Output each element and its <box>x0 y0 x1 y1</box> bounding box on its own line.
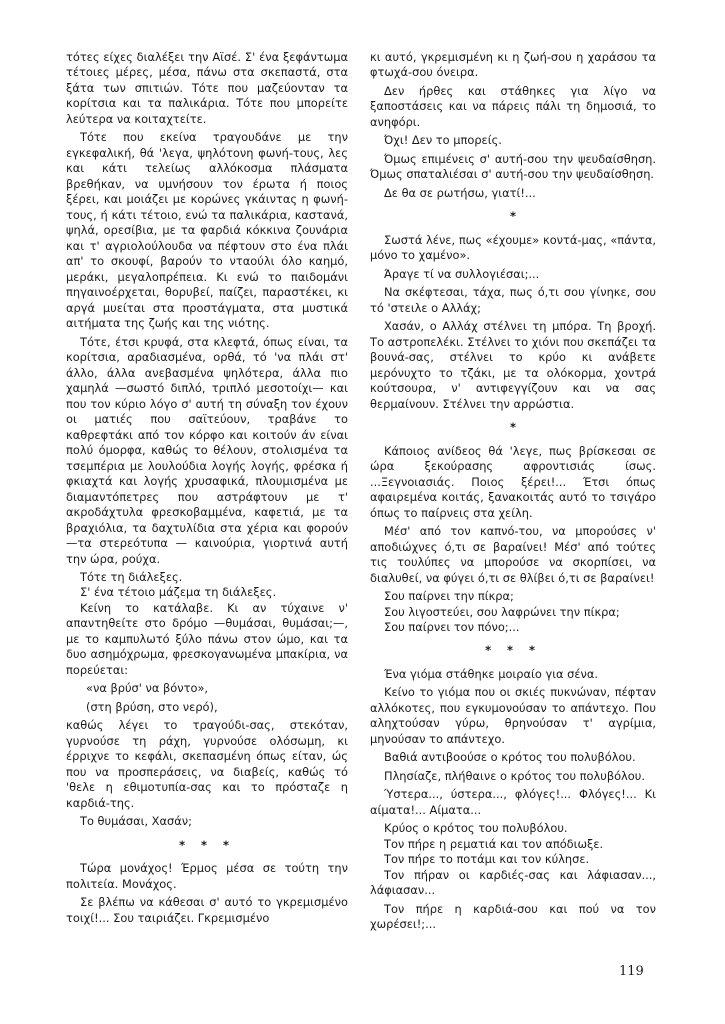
paragraph: Άραγε τί να συλλογιέσαι;... <box>384 266 540 281</box>
paragraph: Σου παίρνει τον πόνο;... <box>384 619 520 634</box>
page-number: 119 <box>619 964 644 979</box>
paragraph: Χασάν, ο Αλλάχ στέλνει τη μπόρα. Τη βροχή. Το αστροπελέκι. Στέλνει το χιόνι που σκεπάζει τα βουνά-σας, στέλνει το κρύο κι ανάβετε μερόνυχτο το τζάκι, με τα ολόκορμα, χοντρά κούτσουρα, ν' αντιφεγγίζουν και να σας θερμαίνουν. Στέλνει την αρρώστια. <box>370 319 656 411</box>
paragraph: Πλησίαζε, πλήθαινε ο κρότος του πολυβόλου. <box>384 768 645 783</box>
paragraph: Δεν ήρθες και στάθηκες για λίγο να ξαποστάσεις και να πάρεις πάλι τη δημοσιά, το ανηφόρι. <box>370 83 656 129</box>
paragraph: Δε θα σε ρωτήσω, γιατί!... <box>384 185 536 200</box>
verse-line: «να βρύσ' να βόντο», <box>86 681 209 696</box>
section-separator: * * * <box>485 643 541 658</box>
paragraph: Κείνο το γιόμα που οι σκιές πυκνώναν, πέφταν αλλόκοτες, που εγκυμονούσαν το απάντεχο. Που αληχτούσαν γύρω, θρηνούσαν τ' αγρίμια, μηνούσαν το απάντεχο. <box>370 685 656 746</box>
right-column <box>370 50 656 936</box>
paragraph: Βαθιά αντιβοούσε ο κρότος του πολυβόλου. <box>384 750 636 765</box>
paragraph: Κάποιος ανίδεος θά 'λεγε, πως βρίσκεσαι σε ώρα ξεκούρασης αφροντισιάς ίσως. ...Ξεγνοιασιάς. Ποιος ξέρει!... Έτσι όπως αφαιρεμένα κοιτάς, ξανακοιτάς αυτό το τσιγάρο όπως το παίρνεις στα χείλη. <box>370 443 656 520</box>
paragraph: Κρύος ο κρότος του πολυβόλου. <box>384 821 568 836</box>
paragraph: Τον πήρε η ρεματιά και τον απόδιωξε. <box>384 836 604 851</box>
paragraph: Σου παίρνει την πίκρα; <box>384 589 514 604</box>
paragraph: Ύστερα..., ύστερα..., φλόγες!... Φλόγες!... Κι αίματα!... Αίματα... <box>370 787 656 817</box>
paragraph: Κείνη το κατάλαβε. Κι αν τύχαινε ν' απαντηθείτε στο δρόμο —θυμάσαι, θυμάσαι;—, με το καμπυλωτό ξύλο πάνω στον ώμο, και τα δυο ασημόχρωμα, φρεσκογανωμένα μπακίρια, να πορεύεται: <box>66 600 348 677</box>
paragraph: Όμως επιμένεις σ' αυτή-σου την ψευδαίσθηση. Όμως σπαταλιέσαι σ' αυτή-σου την ψευδαίσθηση. <box>370 151 656 182</box>
section-separator: * <box>510 420 516 435</box>
section-separator: * <box>510 209 516 224</box>
paragraph: καθώς λέγει το τραγούδι-σας, στεκόταν, γυρνούσε τη ράχη, γυρνούσε ολόσωμη, κι έρριχνε το κεφάλι, σκεπασμένη όπως είταν, ώς που να προσπεράσεις, να διαβείς, καθώς τό 'θελε η εθιμοτυπία-σας και το πρόσταζε η καρδιά-της. <box>66 718 348 810</box>
left-column <box>66 50 348 929</box>
section-separator: * * * <box>179 837 235 852</box>
paragraph: Ένα γιόμα στάθηκε μοιραίο για σένα. <box>384 666 599 681</box>
paragraph: Σ' ένα τέτοιο μάζεμα τη διάλεξες. <box>80 585 277 600</box>
paragraph: Τότε τη διάλεξες. <box>80 569 183 584</box>
paragraph: Τότε, έτσι κρυφά, στα κλεφτά, όπως είναι, τα κορίτσια, αραδιασμένα, ορθά, τό 'να πλάι στ' άλλο, άλλα ανεβασμένα ψηλότερα, άλλα πιο χαμηλά —σωστό διπλό, τριπλό μεσοτοίχι— και που τον κύριο λόγο σ' αυτή τη σύναξη τον έχουν οι ματιές που σαϊτεύουν, τραβάνε το καθρεφτάκι από τον κόρφο και κοιτούν άν είναι πολύ όμορφα, καθώς το θέλουν, στολισμένα τα τσεμπέρια με λουλούδια λογής λογής, φρέσκα ή φκιαχτά και λογής χρυσαφικά, πλουμισμένα με διαμαντόπετρες που αστράφτουν με τ' ακροδάχτυλα φρεσκοβαμμένα, καφετιά, με τα βραχιόλια, τα δαχτυλίδια στα χέρια και φορούν —τα στερεότυπα — καινούρια, γιορτινά αυτή την ώρα, ρούχα. <box>66 334 348 566</box>
paragraph: Σου λιγοστεύει, σου λαφρώνει την πίκρα; <box>384 604 620 619</box>
paragraph: Να σκέφτεσαι, τάχα, πως ό,τι σου γίνηκε, σου τό 'στειλε ο Αλλάχ; <box>370 285 656 315</box>
paragraph: τότες είχες διαλέξει την Αϊσέ. Σ' ένα ξεφάντωμα τέτοιες μέρες, μέσα, πάνω στα σκεπαστά, στα ξάτα των σπιτιών. Τότε που μαζεύονταν τα κορίτσια και τα παλικάρια. Τότε που μπορείτε λεύτερα να κοιταχτείτε. <box>66 50 348 126</box>
paragraph: Σε βλέπω να κάθεσαι σ' αυτό το γκρεμισμένο τοιχί!... Σου ταιριάζει. Γκρεμισμένο <box>66 895 348 925</box>
paragraph: Όχι! Δεν το μπορείς. <box>384 133 502 148</box>
paragraph: Τότε που εκείνα τραγουδάνε με την εγκεφαλική, θά 'λεγα, ψηλότονη φωνή-τους, λες και κάτι τελείως αλλόκοσμα πλάσματα βρεθήκαν, να υμνήσουν τον έρωτα ή ποιος ξέρει, και μοιάζει με κορώνες γκάιντας η φωνή-τους, ή κάτι τέτοιο, ενώ τα παλικάρια, καστανά, ψηλά, ορεσίβια, με τα φαρδιά κόκκινα ζουνάρια και τ' αγριολούλουδα να πέφτουν στο ένα πλάι απ' το σκουφί, βαρούν το νταούλι όλο καημό, μεράκι, μεγαλοπρέπεια. Κι ενώ το παιδομάνι πηγαινοέρχεται, θορυβεί, παίζει, παραστέκει, κι αργά μυείται στα προστάγματα, στα μυστικά αιτήματα της ζωής και της νιότης. <box>66 130 348 331</box>
paragraph: κι αυτό, γκρεμισμένη κι η ζωή-σου η χαράσου τα φτωχά-σου όνειρα. <box>370 50 656 80</box>
paragraph: Τον πήραν οι καρδιές-σας και λάφιασαν..., λάφιασαν... <box>370 867 656 898</box>
paragraph: Σωστά λένε, πως «έχουμε» κοντά-μας, «πάντα, μόνο το χαμένο». <box>370 232 656 263</box>
paragraph: Τον πήρε η καρδιά-σου και πού να τον χωρέσει!;... <box>370 901 656 932</box>
verse-line: (στη βρύση, στο νερό), <box>86 699 218 714</box>
paragraph: Τώρα μονάχος! Έρμος μέσα σε τούτη την πολιτεία. Μονάχος. <box>66 861 348 891</box>
paragraph: Μέσ' από τον καπνό-του, να μπορούσες ν' αποδιώχνες ό,τι σε βαραίνει! Μέσ' από τούτες τις τουλύπες να μπορούσε να σκορπίσει, να διαλυθεί, να φύγει ό,τι σε θλίβει ό,τι σε βαραίνει! <box>370 524 656 585</box>
paragraph: Τον πήρε το ποτάμι και τον κύλησε. <box>384 852 590 867</box>
paragraph: Το θυμάσαι, Χασάν; <box>80 814 192 829</box>
